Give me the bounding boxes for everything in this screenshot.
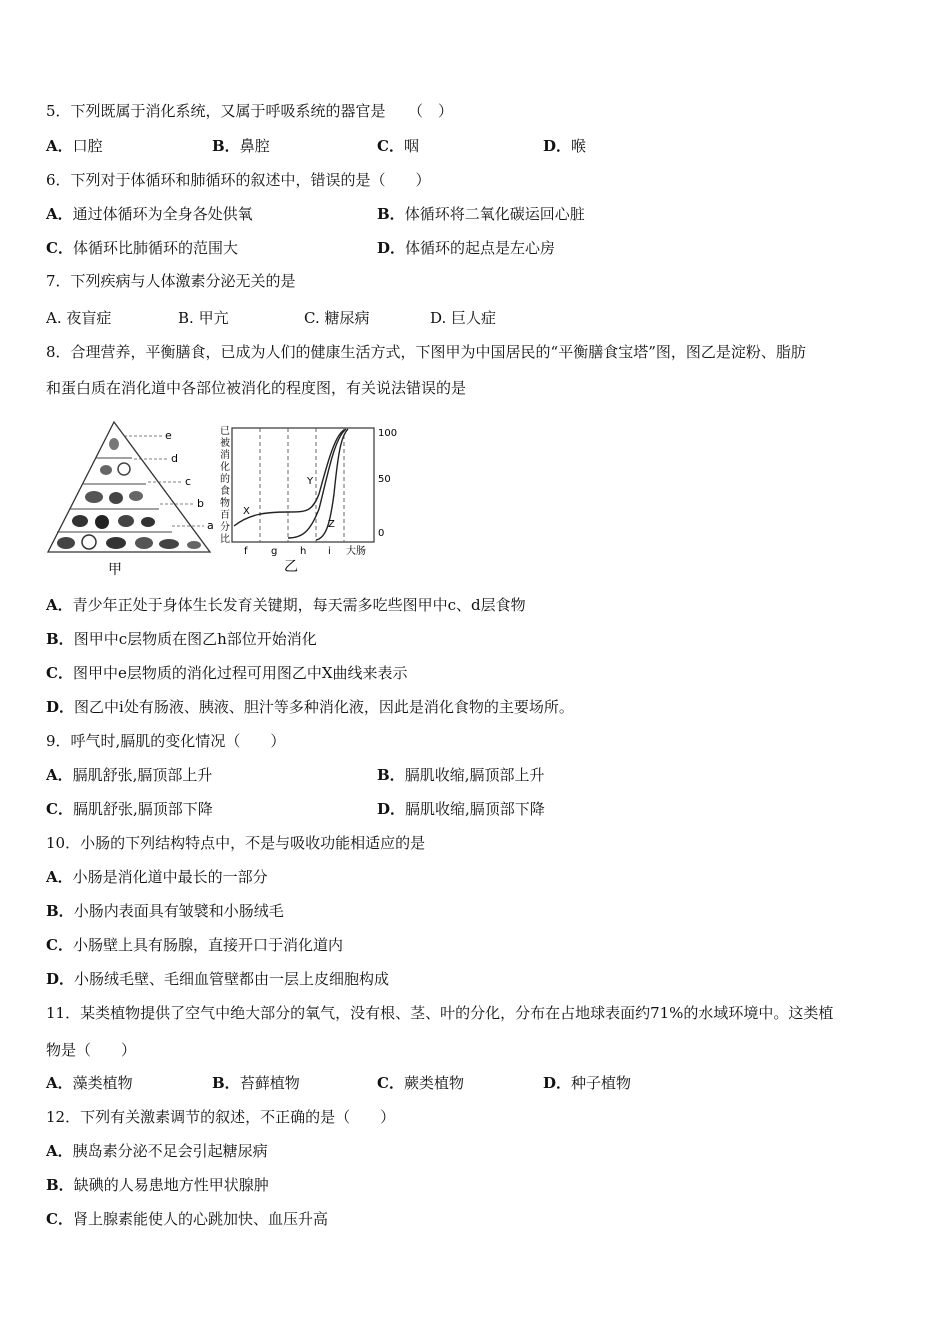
- q10-stem: 10．小肠的下列结构特点中，不是与吸收功能相适应的是: [46, 834, 426, 852]
- pyramid-label-e: e: [165, 429, 172, 442]
- q11-option-c: C．蕨类植物: [377, 1074, 464, 1092]
- graph-ylabel-char: 比: [220, 534, 230, 545]
- q9-option-b: B．膈肌收缩,膈顶部上升: [377, 766, 545, 784]
- q8-option-a: A．青少年正处于身体生长发育关键期，每天需多吃些图甲中c、d层食物: [46, 596, 526, 614]
- q7-option-b: B. 甲亢: [178, 309, 229, 327]
- graph-ylabel-char: 分: [220, 522, 230, 533]
- q8-stem-line1: 8．合理营养，平衡膳食，已成为人们的健康生活方式，下图甲为中国居民的“平衡膳食宝塔”图，图乙是淀粉、脂肪: [46, 343, 806, 361]
- q8-figure: [44, 414, 404, 579]
- q12-stem: 12．下列有关激素调节的叙述，不正确的是（ ）: [46, 1108, 396, 1126]
- y-tick-50: 50: [378, 474, 391, 485]
- q11-stem-line1: 11．某类植物提供了空气中绝大部分的氧气，没有根、茎、叶的分化，分布在占地球表面约71%的水域环境中。这类植: [46, 1004, 834, 1022]
- graph-ylabel-vertical: [220, 425, 230, 545]
- graph-caption: 乙: [284, 559, 298, 575]
- q6-option-b: B．体循环将二氧化碳运回心脏: [377, 205, 585, 223]
- q9-option-c: C．膈肌舒张,膈顶部下降: [46, 800, 213, 818]
- q11-option-b: B．苔藓植物: [212, 1074, 300, 1092]
- q11-option-a: A．藻类植物: [46, 1074, 133, 1092]
- curve-label-x: X: [243, 506, 250, 517]
- y-tick-100: 100: [378, 428, 398, 439]
- q10-option-a: A．小肠是消化道中最长的一部分: [46, 868, 268, 886]
- q5-stem: 5．下列既属于消化系统，又属于呼吸系统的器官是 （ ）: [46, 102, 454, 120]
- graph-ylabel-char: 消: [220, 450, 230, 461]
- x-tick-large-intestine: 大肠: [346, 546, 366, 557]
- graph-ylabel-char: 物: [220, 498, 230, 509]
- food-pyramid-and-digestion-graph: [44, 414, 404, 579]
- q10-option-b: B．小肠内表面具有皱襞和小肠绒毛: [46, 902, 284, 920]
- curve-x: [234, 430, 344, 526]
- x-tick-h: h: [300, 546, 307, 557]
- q12-option-a: A．胰岛素分泌不足会引起糖尿病: [46, 1142, 268, 1160]
- graph-ylabel-char: 的: [220, 474, 230, 485]
- q6-option-a: A．通过体循环为全身各处供氧: [46, 205, 253, 223]
- curve-label-y: Y: [307, 476, 314, 487]
- q10-option-c: C．小肠壁上具有肠腺，直接开口于消化道内: [46, 936, 343, 954]
- y-tick-0: 0: [378, 528, 385, 539]
- q8-option-c: C．图甲中e层物质的消化过程可用图乙中X曲线来表示: [46, 664, 408, 682]
- q8-stem-line2: 和蛋白质在消化道中各部位被消化的程度图，有关说法错误的是: [46, 379, 467, 397]
- curve-label-z: Z: [328, 519, 335, 530]
- pyramid-label-a: a: [207, 519, 214, 532]
- q7-option-c: C. 糖尿病: [304, 309, 370, 327]
- q9-option-d: D．膈肌收缩,膈顶部下降: [377, 800, 545, 818]
- q8-option-b: B．图甲中c层物质在图乙h部位开始消化: [46, 630, 317, 648]
- q6-option-d: D．体循环的起点是左心房: [377, 239, 556, 257]
- q7-option-a: A. 夜盲症: [46, 309, 112, 327]
- q5-option-d: D．喉: [543, 137, 587, 155]
- q12-option-c: C．肾上腺素能使人的心跳加快、血压升高: [46, 1210, 328, 1228]
- q7-option-d: D. 巨人症: [430, 309, 497, 327]
- q11-stem-line2: 物是（ ）: [46, 1041, 137, 1059]
- x-tick-i: i: [328, 546, 331, 557]
- q10-option-d: D．小肠绒毛壁、毛细血管壁都由一层上皮细胞构成: [46, 970, 390, 988]
- x-tick-f: f: [244, 546, 248, 557]
- graph-ylabel-char: 化: [220, 462, 230, 473]
- q12-option-b: B．缺碘的人易患地方性甲状腺肿: [46, 1176, 269, 1194]
- q6-option-c: C．体循环比肺循环的范围大: [46, 239, 238, 257]
- pyramid-label-b: b: [197, 497, 204, 510]
- graph-ylabel-char: 已: [220, 426, 230, 437]
- graph-ylabel-char: 被: [220, 438, 230, 449]
- q9-stem: 9．呼气时,膈肌的变化情况（ ）: [46, 732, 286, 750]
- q8-option-d: D．图乙中i处有肠液、胰液、胆汁等多种消化液，因此是消化食物的主要场所。: [46, 698, 574, 716]
- q5-option-c: C．咽: [377, 137, 419, 155]
- q11-option-d: D．种子植物: [543, 1074, 632, 1092]
- q7-stem: 7．下列疾病与人体激素分泌无关的是: [46, 272, 296, 290]
- pyramid-label-c: c: [185, 475, 192, 488]
- q5-option-b: B．鼻腔: [212, 137, 270, 155]
- pyramid-caption: 甲: [108, 562, 122, 578]
- food-pyramid: [48, 422, 214, 578]
- q9-option-a: A．膈肌舒张,膈顶部上升: [46, 766, 213, 784]
- graph-ylabel-char: 百: [220, 510, 230, 521]
- x-tick-g: g: [271, 546, 278, 557]
- curve-y: [288, 429, 346, 538]
- q6-stem: 6．下列对于体循环和肺循环的叙述中，错误的是（ ）: [46, 171, 431, 189]
- graph-ylabel-char: 食: [220, 486, 230, 497]
- pyramid-label-d: d: [171, 452, 178, 465]
- q5-option-a: A．口腔: [46, 137, 103, 155]
